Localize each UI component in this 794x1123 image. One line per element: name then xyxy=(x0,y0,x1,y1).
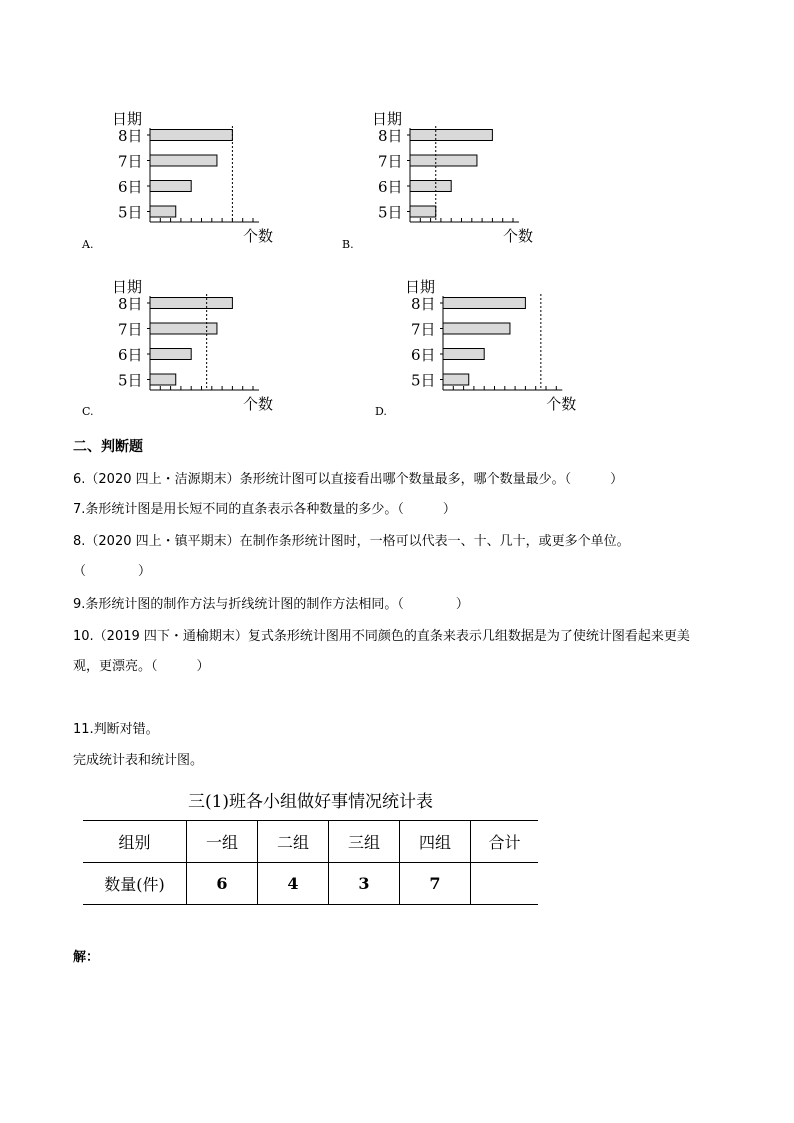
bar xyxy=(150,155,217,166)
category-label: 7日 xyxy=(378,152,403,171)
category-label: 7日 xyxy=(118,152,143,171)
table-header-row xyxy=(83,821,538,863)
y-axis-title: 日期 xyxy=(405,278,436,296)
bar xyxy=(410,181,451,192)
question-8: 8.（2020 四上・镇平期末）在制作条形统计图时，一格可以代表一、十、几十，或更多个单位。 xyxy=(73,534,630,549)
bar xyxy=(150,130,232,141)
answer-label: 解： xyxy=(73,950,100,965)
chart-option-a xyxy=(110,106,273,246)
x-axis-title: 个数 xyxy=(242,227,273,245)
option-c-label: C. xyxy=(82,405,94,418)
category-label: 7日 xyxy=(118,320,143,339)
y-axis-title: 日期 xyxy=(112,278,143,296)
category-label: 6日 xyxy=(118,178,143,196)
question-11-instruction: 完成统计表和统计图。 xyxy=(73,753,204,768)
bar xyxy=(443,298,525,309)
x-axis-title: 个数 xyxy=(502,227,533,245)
question-9: 9.条形统计图的制作方法与折线统计图的制作方法相同。（ ） xyxy=(73,597,469,612)
value-cell-3: 3 xyxy=(329,863,400,905)
question-10-cont: 观，更漂亮。（ ） xyxy=(73,659,210,674)
category-label: 5日 xyxy=(118,203,143,222)
header-cell-total: 合计 xyxy=(471,821,539,863)
chart-option-c xyxy=(110,274,273,414)
bar xyxy=(150,374,176,385)
chart-option-b xyxy=(370,106,533,246)
bar xyxy=(443,374,469,385)
bar xyxy=(443,349,484,360)
category-label: 8日 xyxy=(411,295,436,313)
category-label: 6日 xyxy=(411,346,436,364)
y-axis-title: 日期 xyxy=(372,110,403,128)
value-cell-4: 7 xyxy=(400,863,471,905)
bar xyxy=(150,181,191,192)
bar xyxy=(150,298,232,309)
category-label: 5日 xyxy=(378,203,403,222)
header-cell-3: 三组 xyxy=(329,821,400,863)
x-axis-title: 个数 xyxy=(242,395,273,413)
section-title: 二、判断题 xyxy=(73,439,143,455)
option-d-label: D. xyxy=(375,405,387,418)
bar-chart-b xyxy=(370,106,533,246)
bar xyxy=(150,349,191,360)
bar xyxy=(150,206,176,217)
value-cell-1: 6 xyxy=(187,863,258,905)
question-8-blank: （ ） xyxy=(73,564,152,579)
chart-option-d xyxy=(403,274,577,414)
question-6: 6.（2020 四上・洁源期末）条形统计图可以直接看出哪个数量最多，哪个数量最少。（ ） xyxy=(73,472,624,487)
stats-table-block xyxy=(83,784,538,905)
option-a-label: A. xyxy=(82,238,94,251)
bar xyxy=(410,130,492,141)
bar-chart-a xyxy=(110,106,273,246)
category-label: 8日 xyxy=(118,127,143,145)
bar xyxy=(410,155,477,166)
bar xyxy=(443,323,510,334)
table-title: 三(1)班各小组做好事情况统计表 xyxy=(187,792,434,812)
category-label: 6日 xyxy=(378,178,403,196)
category-label: 5日 xyxy=(118,371,143,390)
value-cell-2: 4 xyxy=(258,863,329,905)
table-data-row xyxy=(83,863,538,905)
question-11-title: 11.判断对错。 xyxy=(73,722,159,737)
category-label: 5日 xyxy=(411,371,436,390)
bar xyxy=(410,206,436,217)
bar-chart-c xyxy=(110,274,273,414)
y-axis-title: 日期 xyxy=(112,110,143,128)
row-label: 数量(件) xyxy=(83,863,187,905)
header-cell-4: 四组 xyxy=(400,821,471,863)
category-label: 7日 xyxy=(411,320,436,339)
question-10: 10.（2019 四下・通榆期末）复式条形统计图用不同颜色的直条来表示几组数据是为了使统计图看起来更美 xyxy=(73,629,690,644)
header-cell-group: 组别 xyxy=(83,821,187,863)
category-label: 8日 xyxy=(378,127,403,145)
value-cell-total[interactable] xyxy=(471,863,539,905)
option-b-label: B. xyxy=(342,238,354,251)
category-label: 8日 xyxy=(118,295,143,313)
question-7: 7.条形统计图是用长短不同的直条表示各种数量的多少。（ ） xyxy=(73,502,456,517)
category-label: 6日 xyxy=(118,346,143,364)
bar xyxy=(150,323,217,334)
x-axis-title: 个数 xyxy=(546,395,577,413)
header-cell-2: 二组 xyxy=(258,821,329,863)
stats-table xyxy=(83,820,538,905)
bar-chart-d xyxy=(403,274,577,414)
header-cell-1: 一组 xyxy=(187,821,258,863)
